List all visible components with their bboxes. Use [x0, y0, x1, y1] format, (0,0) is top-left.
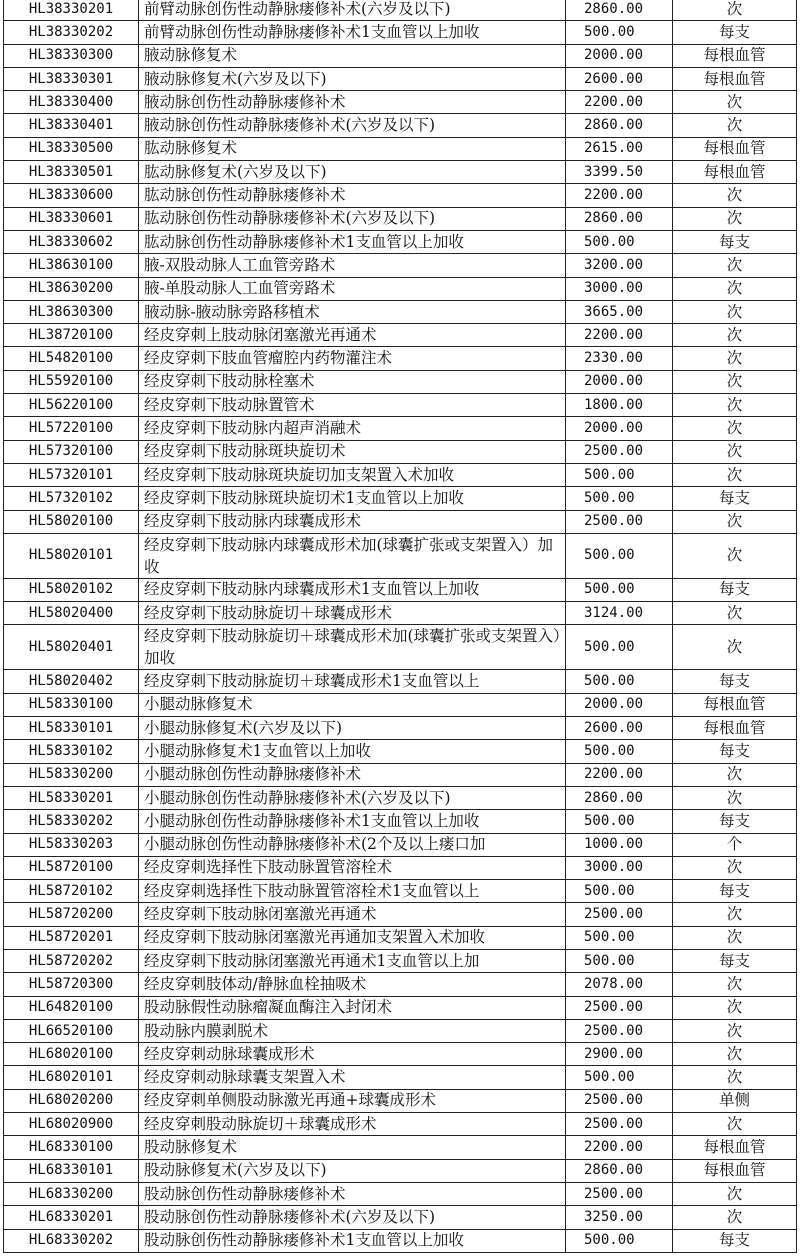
item-unit-cell: 次	[673, 254, 797, 277]
item-code-cell: HL58330201	[4, 786, 139, 809]
item-code-cell: HL58330102	[4, 740, 139, 763]
item-name-cell: 小腿动脉修复术(六岁及以下)	[139, 717, 566, 740]
item-price-cell: 2860.00	[566, 0, 673, 21]
item-price-cell: 2200.00	[566, 91, 673, 114]
item-code-cell: HL66520100	[4, 1019, 139, 1042]
table-row	[4, 786, 797, 809]
item-unit-cell: 次	[673, 463, 797, 486]
item-price-cell: 2500.00	[566, 1019, 673, 1042]
item-unit-cell: 每根血管	[673, 67, 797, 90]
item-code-cell: HL38330600	[4, 184, 139, 207]
table-row	[4, 996, 797, 1019]
item-name-cell: 经皮穿刺下肢动脉闭塞激光再通术1支血管以上加	[139, 949, 566, 972]
item-name-cell: 肱动脉创伤性动静脉瘘修补术1支血管以上加收	[139, 230, 566, 253]
item-code-cell: HL57220100	[4, 417, 139, 440]
item-name-cell: 腋-双股动脉人工血管旁路术	[139, 254, 566, 277]
item-code-cell: HL58020102	[4, 578, 139, 601]
item-price-cell: 2000.00	[566, 417, 673, 440]
item-price-cell: 500.00	[566, 880, 673, 903]
item-name-cell: 小腿动脉修复术1支血管以上加收	[139, 740, 566, 763]
item-unit-cell: 每根血管	[673, 44, 797, 67]
item-name-cell: 经皮穿刺选择性下肢动脉置管溶栓术	[139, 856, 566, 879]
item-price-cell: 2860.00	[566, 786, 673, 809]
item-name-cell: 经皮穿刺下肢动脉内球囊成形术	[139, 510, 566, 533]
item-code-cell: HL56220100	[4, 394, 139, 417]
item-name-cell: 经皮穿刺下肢动脉斑块旋切术1支血管以上加收	[139, 487, 566, 510]
item-unit-cell: 次	[673, 91, 797, 114]
item-code-cell: HL58720300	[4, 973, 139, 996]
item-price-cell: 2200.00	[566, 763, 673, 786]
item-name-cell: 经皮穿刺下肢动脉置管术	[139, 394, 566, 417]
item-price-cell: 500.00	[566, 949, 673, 972]
table-row	[4, 1066, 797, 1089]
table-row	[4, 1043, 797, 1066]
item-name-cell: 股动脉创伤性动静脉瘘修补术1支血管以上加收	[139, 1229, 566, 1252]
item-name-cell: 经皮穿刺动脉球囊支架置入术	[139, 1066, 566, 1089]
item-name-cell: 肱动脉创伤性动静脉瘘修补术	[139, 184, 566, 207]
item-name-cell: 经皮穿刺选择性下肢动脉置管溶栓术1支血管以上	[139, 880, 566, 903]
item-code-cell: HL58330100	[4, 693, 139, 716]
item-unit-cell: 次	[673, 903, 797, 926]
item-unit-cell: 每根血管	[673, 1159, 797, 1182]
item-unit-cell: 次	[673, 184, 797, 207]
item-code-cell: HL38330501	[4, 161, 139, 184]
table-row	[4, 926, 797, 949]
item-price-cell: 500.00	[566, 670, 673, 693]
item-name-cell: 小腿动脉创伤性动静脉瘘修补术	[139, 763, 566, 786]
item-name-cell: 经皮穿刺下肢动脉栓塞术	[139, 370, 566, 393]
item-code-cell: HL68330201	[4, 1206, 139, 1229]
item-price-cell: 2500.00	[566, 1089, 673, 1112]
table-row	[4, 949, 797, 972]
table-row	[4, 0, 797, 21]
table-row	[4, 1136, 797, 1159]
item-unit-cell: 次	[673, 0, 797, 21]
item-unit-cell: 次	[673, 440, 797, 463]
item-code-cell: HL38630100	[4, 254, 139, 277]
item-name-cell: 腋动脉创伤性动静脉瘘修补术	[139, 91, 566, 114]
table-row	[4, 763, 797, 786]
item-unit-cell: 每支	[673, 880, 797, 903]
table-row	[4, 21, 797, 44]
item-price-cell: 500.00	[566, 230, 673, 253]
table-row	[4, 717, 797, 740]
item-unit-cell: 次	[673, 300, 797, 323]
item-price-cell: 500.00	[566, 487, 673, 510]
item-price-cell: 2330.00	[566, 347, 673, 370]
item-code-cell: HL38330300	[4, 44, 139, 67]
table-row	[4, 833, 797, 856]
table-row	[4, 1229, 797, 1252]
item-unit-cell: 每根血管	[673, 1136, 797, 1159]
item-name-cell: 经皮穿刺肢体动/静脉血栓抽吸术	[139, 973, 566, 996]
table-row	[4, 533, 797, 578]
item-code-cell: HL58330200	[4, 763, 139, 786]
item-unit-cell: 次	[673, 1043, 797, 1066]
item-code-cell: HL58020101	[4, 533, 139, 578]
item-price-cell: 2860.00	[566, 1159, 673, 1182]
item-code-cell: HL38330401	[4, 114, 139, 137]
item-name-cell: 股动脉修复术	[139, 1136, 566, 1159]
item-code-cell: HL58020400	[4, 602, 139, 625]
table-row	[4, 856, 797, 879]
item-price-cell: 2615.00	[566, 137, 673, 160]
item-code-cell: HL68330100	[4, 1136, 139, 1159]
item-name-cell: 经皮穿刺下肢动脉闭塞激光再通术	[139, 903, 566, 926]
item-name-cell: 小腿动脉创伤性动静脉瘘修补术(六岁及以下)	[139, 786, 566, 809]
item-unit-cell: 次	[673, 417, 797, 440]
item-code-cell: HL58720102	[4, 880, 139, 903]
item-code-cell: HL58330101	[4, 717, 139, 740]
item-name-cell: 股动脉内膜剥脱术	[139, 1019, 566, 1042]
item-unit-cell: 次	[673, 625, 797, 670]
item-name-cell: 经皮穿刺下肢动脉旋切＋球囊成形术加(球囊扩张或支架置入）加收	[139, 625, 566, 670]
table-row	[4, 1182, 797, 1205]
table-row	[4, 740, 797, 763]
item-price-cell: 2200.00	[566, 324, 673, 347]
item-unit-cell: 每根血管	[673, 693, 797, 716]
item-name-cell: 经皮穿刺下肢动脉旋切＋球囊成形术	[139, 602, 566, 625]
item-code-cell: HL38330601	[4, 207, 139, 230]
item-code-cell: HL38330602	[4, 230, 139, 253]
table-row	[4, 207, 797, 230]
item-name-cell: 股动脉修复术(六岁及以下)	[139, 1159, 566, 1182]
table-row	[4, 463, 797, 486]
item-unit-cell: 次	[673, 533, 797, 578]
table-row	[4, 670, 797, 693]
item-unit-cell: 单侧	[673, 1089, 797, 1112]
item-code-cell: HL68020200	[4, 1089, 139, 1112]
item-code-cell: HL58020401	[4, 625, 139, 670]
item-unit-cell: 每支	[673, 1229, 797, 1252]
table-row	[4, 903, 797, 926]
table-row	[4, 880, 797, 903]
table-row	[4, 300, 797, 323]
item-price-cell: 3000.00	[566, 856, 673, 879]
item-code-cell: HL68330101	[4, 1159, 139, 1182]
item-price-cell: 500.00	[566, 463, 673, 486]
table-row	[4, 324, 797, 347]
table-row	[4, 254, 797, 277]
item-code-cell: HL68020900	[4, 1113, 139, 1136]
item-code-cell: HL57320102	[4, 487, 139, 510]
item-name-cell: 腋动脉创伤性动静脉瘘修补术(六岁及以下)	[139, 114, 566, 137]
item-unit-cell: 次	[673, 926, 797, 949]
item-price-cell: 2000.00	[566, 44, 673, 67]
item-unit-cell: 每根血管	[673, 137, 797, 160]
item-price-cell: 500.00	[566, 21, 673, 44]
table-row	[4, 440, 797, 463]
table-row	[4, 347, 797, 370]
item-code-cell: HL55920100	[4, 370, 139, 393]
table-row	[4, 1206, 797, 1229]
item-unit-cell: 次	[673, 996, 797, 1019]
item-price-cell: 2500.00	[566, 1113, 673, 1136]
item-code-cell: HL38330500	[4, 137, 139, 160]
item-price-cell: 2900.00	[566, 1043, 673, 1066]
item-code-cell: HL38630200	[4, 277, 139, 300]
table-row	[4, 578, 797, 601]
item-unit-cell: 每支	[673, 740, 797, 763]
item-name-cell: 经皮穿刺下肢动脉斑块旋切加支架置入术加收	[139, 463, 566, 486]
item-unit-cell: 每支	[673, 487, 797, 510]
item-unit-cell: 次	[673, 277, 797, 300]
item-unit-cell: 每支	[673, 578, 797, 601]
item-code-cell: HL57320100	[4, 440, 139, 463]
item-name-cell: 前臂动脉创伤性动静脉瘘修补术(六岁及以下)	[139, 0, 566, 21]
item-unit-cell: 次	[673, 114, 797, 137]
item-unit-cell: 次	[673, 394, 797, 417]
item-name-cell: 腋动脉修复术(六岁及以下)	[139, 67, 566, 90]
item-unit-cell: 每支	[673, 21, 797, 44]
item-name-cell: 经皮穿刺下肢动脉内球囊成形术加(球囊扩张或支架置入）加收	[139, 533, 566, 578]
item-code-cell: HL68020100	[4, 1043, 139, 1066]
item-name-cell: 经皮穿刺下肢动脉内超声消融术	[139, 417, 566, 440]
item-unit-cell: 个	[673, 833, 797, 856]
item-price-cell: 2000.00	[566, 370, 673, 393]
item-unit-cell: 次	[673, 347, 797, 370]
table-row	[4, 137, 797, 160]
item-price-cell: 2600.00	[566, 717, 673, 740]
table-row	[4, 44, 797, 67]
item-unit-cell: 每支	[673, 810, 797, 833]
item-price-cell: 2500.00	[566, 510, 673, 533]
item-code-cell: HL68020101	[4, 1066, 139, 1089]
item-price-cell: 500.00	[566, 1066, 673, 1089]
item-name-cell: 前臂动脉创伤性动静脉瘘修补术1支血管以上加收	[139, 21, 566, 44]
item-unit-cell: 每根血管	[673, 717, 797, 740]
item-name-cell: 肱动脉修复术	[139, 137, 566, 160]
item-price-cell: 2500.00	[566, 903, 673, 926]
table-row	[4, 1113, 797, 1136]
item-price-cell: 3399.50	[566, 161, 673, 184]
item-code-cell: HL58020402	[4, 670, 139, 693]
item-price-cell: 2500.00	[566, 1182, 673, 1205]
item-name-cell: 小腿动脉创伤性动静脉瘘修补术1支血管以上加收	[139, 810, 566, 833]
item-price-cell: 3124.00	[566, 602, 673, 625]
table-row	[4, 114, 797, 137]
item-name-cell: 经皮穿刺下肢血管瘤腔内药物灌注术	[139, 347, 566, 370]
item-code-cell: HL58720201	[4, 926, 139, 949]
item-price-cell: 500.00	[566, 810, 673, 833]
item-name-cell: 股动脉创伤性动静脉瘘修补术(六岁及以下)	[139, 1206, 566, 1229]
item-price-cell: 2200.00	[566, 184, 673, 207]
table-row	[4, 602, 797, 625]
table-row	[4, 810, 797, 833]
item-price-cell: 2000.00	[566, 693, 673, 716]
item-unit-cell: 次	[673, 370, 797, 393]
item-price-cell: 3665.00	[566, 300, 673, 323]
item-price-cell: 2600.00	[566, 67, 673, 90]
item-code-cell: HL68330200	[4, 1182, 139, 1205]
item-name-cell: 腋-单股动脉人工血管旁路术	[139, 277, 566, 300]
item-name-cell: 小腿动脉创伤性动静脉瘘修补术(2个及以上瘘口加	[139, 833, 566, 856]
item-price-cell: 3250.00	[566, 1206, 673, 1229]
item-code-cell: HL58720100	[4, 856, 139, 879]
item-name-cell: 股动脉假性动脉瘤凝血酶注入封闭术	[139, 996, 566, 1019]
item-code-cell: HL68330202	[4, 1229, 139, 1252]
table-row	[4, 394, 797, 417]
item-code-cell: HL58720200	[4, 903, 139, 926]
item-price-cell: 2860.00	[566, 114, 673, 137]
item-name-cell: 经皮穿刺动脉球囊成形术	[139, 1043, 566, 1066]
item-price-cell: 2200.00	[566, 1136, 673, 1159]
table-row	[4, 1019, 797, 1042]
item-name-cell: 腋动脉-腋动脉旁路移植术	[139, 300, 566, 323]
item-price-cell: 2078.00	[566, 973, 673, 996]
table-row	[4, 230, 797, 253]
fee-table	[3, 0, 797, 1253]
table-row	[4, 1089, 797, 1112]
item-price-cell: 2500.00	[566, 996, 673, 1019]
table-row	[4, 487, 797, 510]
table-row	[4, 161, 797, 184]
item-name-cell: 经皮穿刺单侧股动脉激光再通+球囊成形术	[139, 1089, 566, 1112]
item-price-cell: 500.00	[566, 625, 673, 670]
item-unit-cell: 次	[673, 786, 797, 809]
item-price-cell: 500.00	[566, 533, 673, 578]
table-row	[4, 370, 797, 393]
table-row	[4, 693, 797, 716]
table-row	[4, 184, 797, 207]
item-unit-cell: 次	[673, 1113, 797, 1136]
item-price-cell: 500.00	[566, 578, 673, 601]
table-row	[4, 625, 797, 670]
item-code-cell: HL58020100	[4, 510, 139, 533]
item-code-cell: HL38330400	[4, 91, 139, 114]
item-unit-cell: 次	[673, 510, 797, 533]
item-price-cell: 2500.00	[566, 440, 673, 463]
item-code-cell: HL38330202	[4, 21, 139, 44]
item-unit-cell: 次	[673, 856, 797, 879]
item-code-cell: HL38720100	[4, 324, 139, 347]
item-name-cell: 经皮穿刺下肢动脉闭塞激光再通加支架置入术加收	[139, 926, 566, 949]
item-name-cell: 经皮穿刺股动脉旋切＋球囊成形术	[139, 1113, 566, 1136]
item-unit-cell: 每支	[673, 670, 797, 693]
item-name-cell: 经皮穿刺下肢动脉内球囊成形术1支血管以上加收	[139, 578, 566, 601]
item-unit-cell: 次	[673, 973, 797, 996]
item-unit-cell: 次	[673, 763, 797, 786]
item-code-cell: HL38330201	[4, 0, 139, 21]
item-price-cell: 500.00	[566, 740, 673, 763]
item-name-cell: 小腿动脉修复术	[139, 693, 566, 716]
item-name-cell: 股动脉创伤性动静脉瘘修补术	[139, 1182, 566, 1205]
item-name-cell: 经皮穿刺下肢动脉斑块旋切术	[139, 440, 566, 463]
item-price-cell: 3000.00	[566, 277, 673, 300]
item-code-cell: HL54820100	[4, 347, 139, 370]
item-code-cell: HL38330301	[4, 67, 139, 90]
item-unit-cell: 次	[673, 1066, 797, 1089]
item-unit-cell: 每支	[673, 230, 797, 253]
item-code-cell: HL38630300	[4, 300, 139, 323]
item-price-cell: 3200.00	[566, 254, 673, 277]
item-price-cell: 2860.00	[566, 207, 673, 230]
item-unit-cell: 每支	[673, 949, 797, 972]
item-code-cell: HL64820100	[4, 996, 139, 1019]
table-row	[4, 1159, 797, 1182]
table-row	[4, 91, 797, 114]
item-name-cell: 肱动脉创伤性动静脉瘘修补术(六岁及以下)	[139, 207, 566, 230]
table-row	[4, 277, 797, 300]
fee-table-body	[4, 0, 797, 1252]
item-name-cell: 经皮穿刺上肢动脉闭塞激光再通术	[139, 324, 566, 347]
item-code-cell: HL58720202	[4, 949, 139, 972]
item-unit-cell: 次	[673, 602, 797, 625]
item-price-cell: 1800.00	[566, 394, 673, 417]
item-price-cell: 500.00	[566, 1229, 673, 1252]
item-name-cell: 肱动脉修复术(六岁及以下)	[139, 161, 566, 184]
item-unit-cell: 次	[673, 1019, 797, 1042]
item-name-cell: 腋动脉修复术	[139, 44, 566, 67]
item-unit-cell: 次	[673, 207, 797, 230]
item-name-cell: 经皮穿刺下肢动脉旋切＋球囊成形术1支血管以上	[139, 670, 566, 693]
item-code-cell: HL57320101	[4, 463, 139, 486]
item-unit-cell: 每根血管	[673, 161, 797, 184]
item-code-cell: HL58330202	[4, 810, 139, 833]
item-price-cell: 500.00	[566, 926, 673, 949]
item-price-cell: 1000.00	[566, 833, 673, 856]
item-unit-cell: 次	[673, 1206, 797, 1229]
table-row	[4, 510, 797, 533]
item-unit-cell: 次	[673, 324, 797, 347]
table-row	[4, 973, 797, 996]
item-code-cell: HL58330203	[4, 833, 139, 856]
table-row	[4, 417, 797, 440]
table-row	[4, 67, 797, 90]
item-unit-cell: 次	[673, 1182, 797, 1205]
